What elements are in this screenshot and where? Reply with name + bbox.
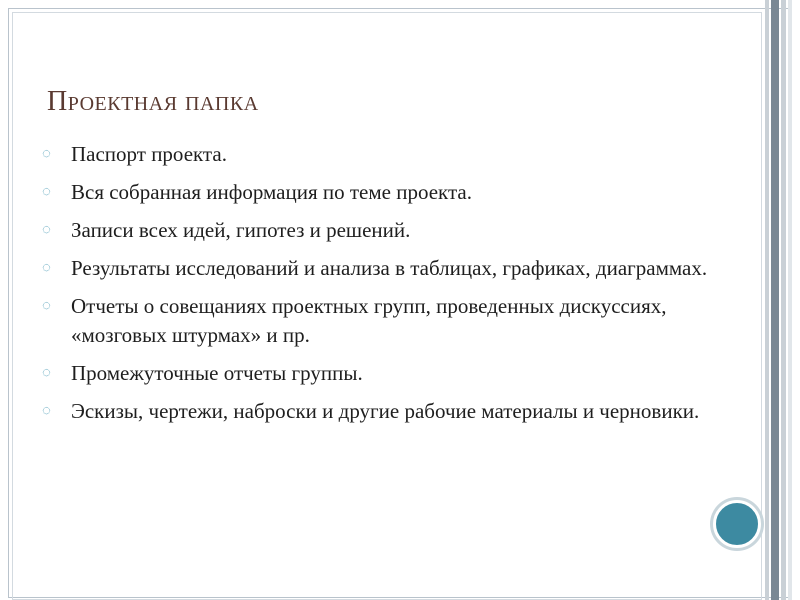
slide-title: Проектная папка: [47, 86, 259, 117]
bullet-item: [42, 397, 722, 426]
decorative-stripe: [771, 0, 779, 600]
bullet-text: Эскизы, чертежи, наброски и другие рабочие материалы и черновики.: [71, 399, 700, 423]
bullet-text: Отчеты о совещаниях проектных групп, проведенных дискуссиях, «мозговых штурмах» и пр.: [71, 294, 667, 347]
bullet-text: Паспорт проекта.: [71, 142, 227, 166]
bullet-item: [42, 292, 722, 350]
bullet-icon: ◌: [42, 260, 51, 276]
bullet-item: [42, 254, 722, 283]
decorative-circle-icon: [713, 500, 761, 548]
bullet-icon: ◌: [42, 403, 51, 419]
bullet-icon: ◌: [42, 184, 51, 200]
bullet-text: Промежуточные отчеты группы.: [71, 361, 363, 385]
decorative-stripe: [765, 0, 769, 600]
bullet-item: [42, 178, 722, 207]
bullet-icon: ◌: [42, 222, 51, 238]
bullet-list: [42, 140, 722, 435]
bullet-item: [42, 140, 722, 169]
decorative-stripe: [781, 0, 786, 600]
bullet-text: Результаты исследований и анализа в таблицах, графиках, диаграммах.: [71, 256, 708, 280]
bullet-text: Записи всех идей, гипотез и решений.: [71, 218, 411, 242]
bullet-icon: ◌: [42, 298, 51, 314]
bullet-icon: ◌: [42, 365, 51, 381]
bullet-item: [42, 216, 722, 245]
bullet-icon: ◌: [42, 146, 51, 162]
decorative-stripe: [788, 0, 792, 600]
bullet-item: [42, 359, 722, 388]
bullet-text: Вся собранная информация по теме проекта.: [71, 180, 472, 204]
